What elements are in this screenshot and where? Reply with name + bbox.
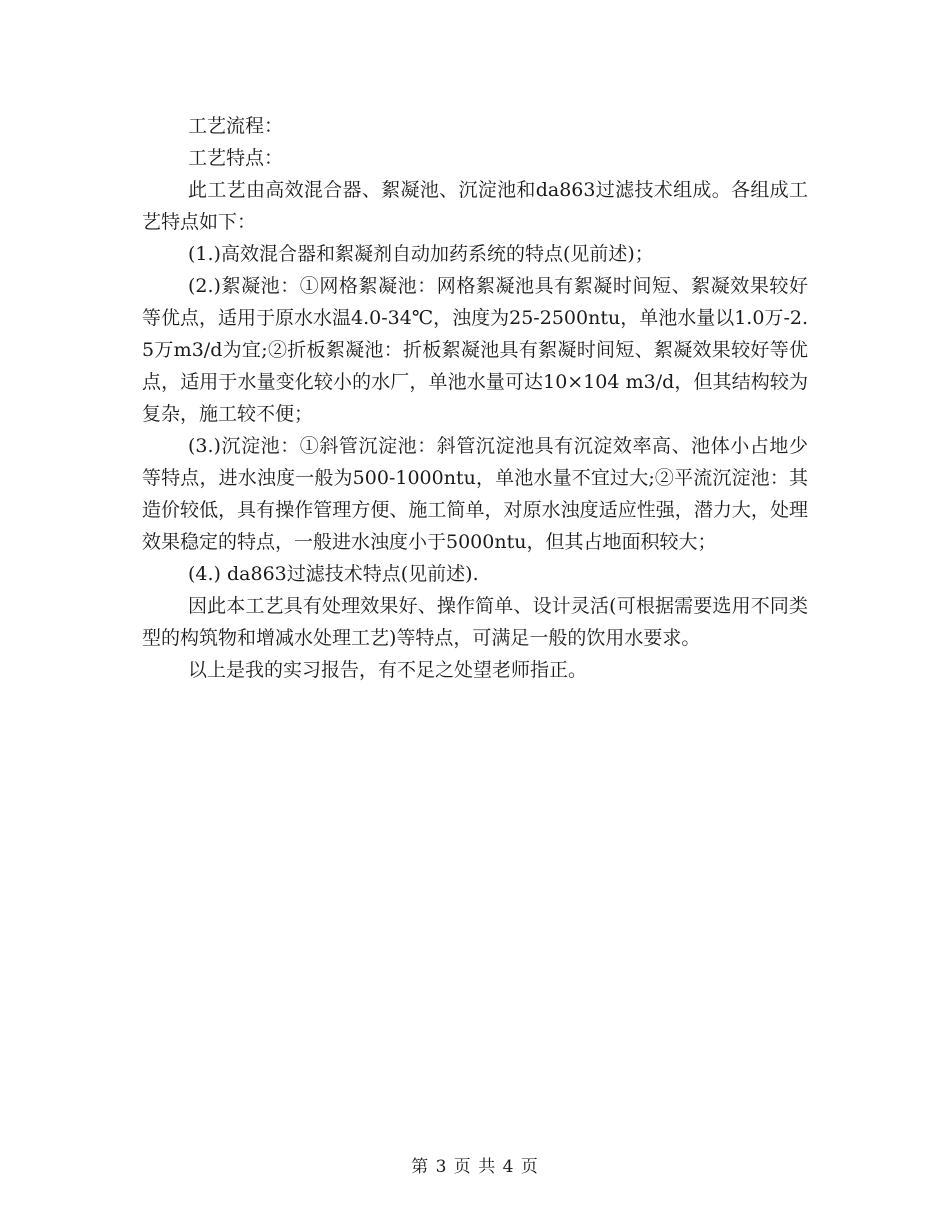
paragraph-closing: 以上是我的实习报告，有不足之处望老师指正。 [188, 659, 588, 681]
document-body [142, 110, 808, 686]
paragraph-item-2: (2.)絮凝池：①网格絮凝池：网格絮凝池具有絮凝时间短、絮凝效果较好等优点，适用于原水水温4.0-34℃，浊度为25-2500ntu，单池水量以1.0万-2.5万m3/d为宜;②折板絮凝池：折板絮凝池具有絮凝时间短、絮凝效果较好等优点，适用于水量变化较小的水厂，单池水量可达10×104 m3/d，但其结构较为复杂，施工较不便； [142, 275, 808, 425]
paragraph-item-4: (4.) da863过滤技术特点(见前述). [188, 563, 479, 585]
paragraph-process-flow: 工艺流程： [188, 115, 284, 137]
paragraph-conclusion: 因此本工艺具有处理效果好、操作简单、设计灵活(可根据需要选用不同类型的构筑物和增减水处理工艺)等特点，可满足一般的饮用水要求。 [142, 595, 808, 649]
page-number-footer: 第 3 页 共 4 页 [411, 1157, 539, 1177]
paragraph-intro: 此工艺由高效混合器、絮凝池、沉淀池和da863过滤技术组成。各组成工艺特点如下： [142, 179, 808, 233]
paragraph-process-features: 工艺特点： [188, 147, 284, 169]
paragraph-item-3: (3.)沉淀池：①斜管沉淀池：斜管沉淀池具有沉淀效率高、池体小占地少等特点，进水浊度一般为500-1000ntu，单池水量不宜过大;②平流沉淀池：其造价较低，具有操作管理方便、施工简单，对原水浊度适应性强，潜力大，处理效果稳定的特点，一般进水浊度小于5000ntu，但其占地面积较大； [142, 435, 808, 553]
paragraph-item-1: (1.)高效混合器和絮凝剂自动加药系统的特点(见前述)； [188, 243, 654, 265]
